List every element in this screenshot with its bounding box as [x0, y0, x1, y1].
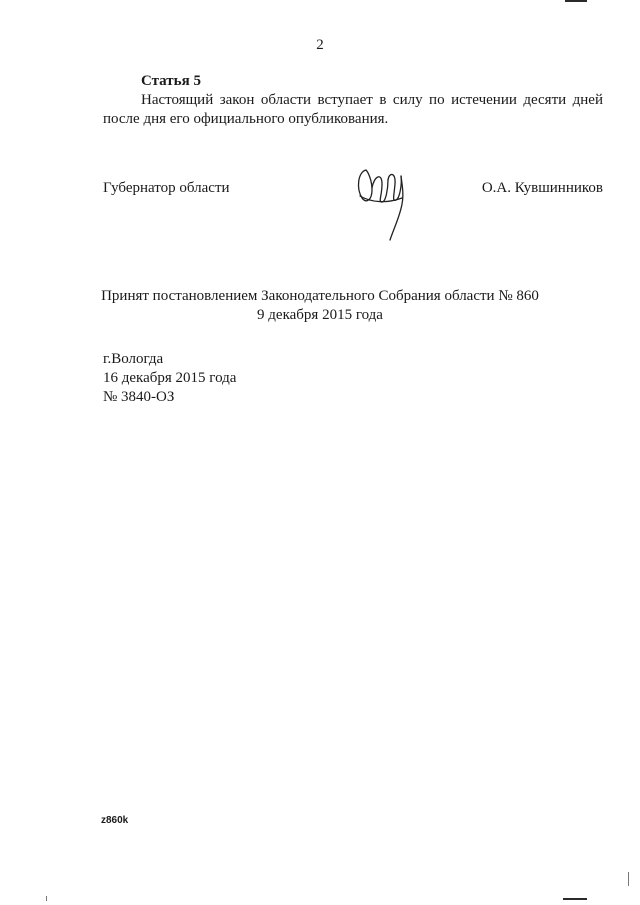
- page-number: 2: [316, 37, 324, 53]
- article-5: [103, 72, 603, 129]
- article-text: Настоящий закон области вступает в силу по истечении десяти дней после дня его официального опубликования.: [103, 92, 603, 127]
- governor-name: О.А. Кувшинников: [481, 180, 603, 196]
- law-number: № 3840-ОЗ: [103, 389, 175, 405]
- footer-code: z860k: [101, 815, 129, 826]
- handwritten-signature: [352, 158, 412, 248]
- city: г.Вологда: [103, 351, 164, 367]
- scan-mark-top: [565, 0, 587, 2]
- article-title: Статья 5: [141, 73, 201, 89]
- scan-mark-corner: [628, 872, 629, 886]
- adoption-line-1: Принят постановлением Законодательного Собрания области № 860: [101, 288, 539, 304]
- scan-mark-left: [46, 896, 47, 901]
- adoption-note: [0, 287, 640, 325]
- law-date: 16 декабря 2015 года: [103, 370, 237, 386]
- governor-title: Губернатор области: [103, 180, 230, 196]
- scan-mark-bottom: [563, 898, 587, 900]
- place-date-number-block: [103, 350, 236, 407]
- adoption-line-2: 9 декабря 2015 года: [257, 307, 383, 323]
